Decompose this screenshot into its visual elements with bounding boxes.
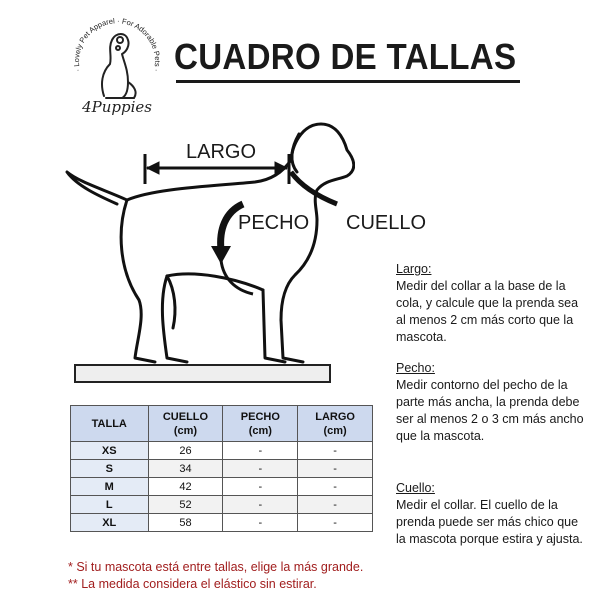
largo-label: LARGO	[186, 141, 257, 163]
pecho-label: PECHO	[238, 212, 310, 234]
table-row	[71, 478, 373, 496]
note-pecho	[396, 360, 586, 445]
page-title: CUADRO DE TALLAS	[174, 36, 517, 77]
cell-largo: -	[298, 460, 373, 478]
cell-talla: L	[71, 496, 149, 514]
cell-largo: -	[298, 496, 373, 514]
table-row	[71, 460, 373, 478]
note-heading: Cuello:	[396, 481, 435, 495]
cell-cuello: 58	[148, 514, 223, 532]
note-text: Medir del collar a la base de la cola, y calcule que la prenda sea al menos 2 cm más corto que la mascota.	[396, 279, 579, 344]
header-cuello: CUELLO (cm)	[148, 406, 223, 442]
note-heading: Pecho:	[396, 361, 435, 375]
cuello-label: CUELLO	[346, 212, 427, 234]
cell-pecho: -	[223, 514, 298, 532]
title-underline	[176, 80, 520, 83]
cell-talla: M	[71, 478, 149, 496]
note-text: Medir el collar. El cuello de la prenda puede ser más chico que la mascota porque estira y ajusta.	[396, 498, 583, 546]
footnote-1: * Si tu mascota está entre tallas, elige la más grande.	[68, 560, 364, 574]
cell-largo: -	[298, 514, 373, 532]
note-cuello	[396, 480, 586, 548]
brand-tagline: · Lovely Pet Apparel · For Adorable Pets ·	[71, 16, 163, 73]
table-row	[71, 496, 373, 514]
size-table	[70, 405, 373, 532]
note-largo	[396, 261, 586, 346]
cell-cuello: 34	[148, 460, 223, 478]
cell-pecho: -	[223, 478, 298, 496]
note-text: Medir contorno del pecho de la parte más ancha, la prenda debe ser al menos 2 o 3 cm más ancho que la mascota.	[396, 378, 584, 443]
cell-talla: XL	[71, 514, 149, 532]
cell-largo: -	[298, 442, 373, 460]
brand-name: 4Puppies	[82, 98, 152, 116]
footnote-2: ** La medida considera el elástico sin estirar.	[68, 577, 317, 591]
cell-pecho: -	[223, 496, 298, 514]
table-row	[71, 514, 373, 532]
table-row	[71, 442, 373, 460]
cell-talla: XS	[71, 442, 149, 460]
ground-platform	[75, 365, 330, 382]
header-pecho: PECHO (cm)	[223, 406, 298, 442]
cell-pecho: -	[223, 460, 298, 478]
cell-cuello: 26	[148, 442, 223, 460]
cell-talla: S	[71, 460, 149, 478]
cell-largo: -	[298, 478, 373, 496]
note-heading: Largo:	[396, 262, 432, 276]
header-talla: TALLA	[71, 406, 149, 442]
cell-cuello: 42	[148, 478, 223, 496]
table-header-row	[71, 406, 373, 442]
header-largo: LARGO (cm)	[298, 406, 373, 442]
cell-cuello: 52	[148, 496, 223, 514]
cell-pecho: -	[223, 442, 298, 460]
